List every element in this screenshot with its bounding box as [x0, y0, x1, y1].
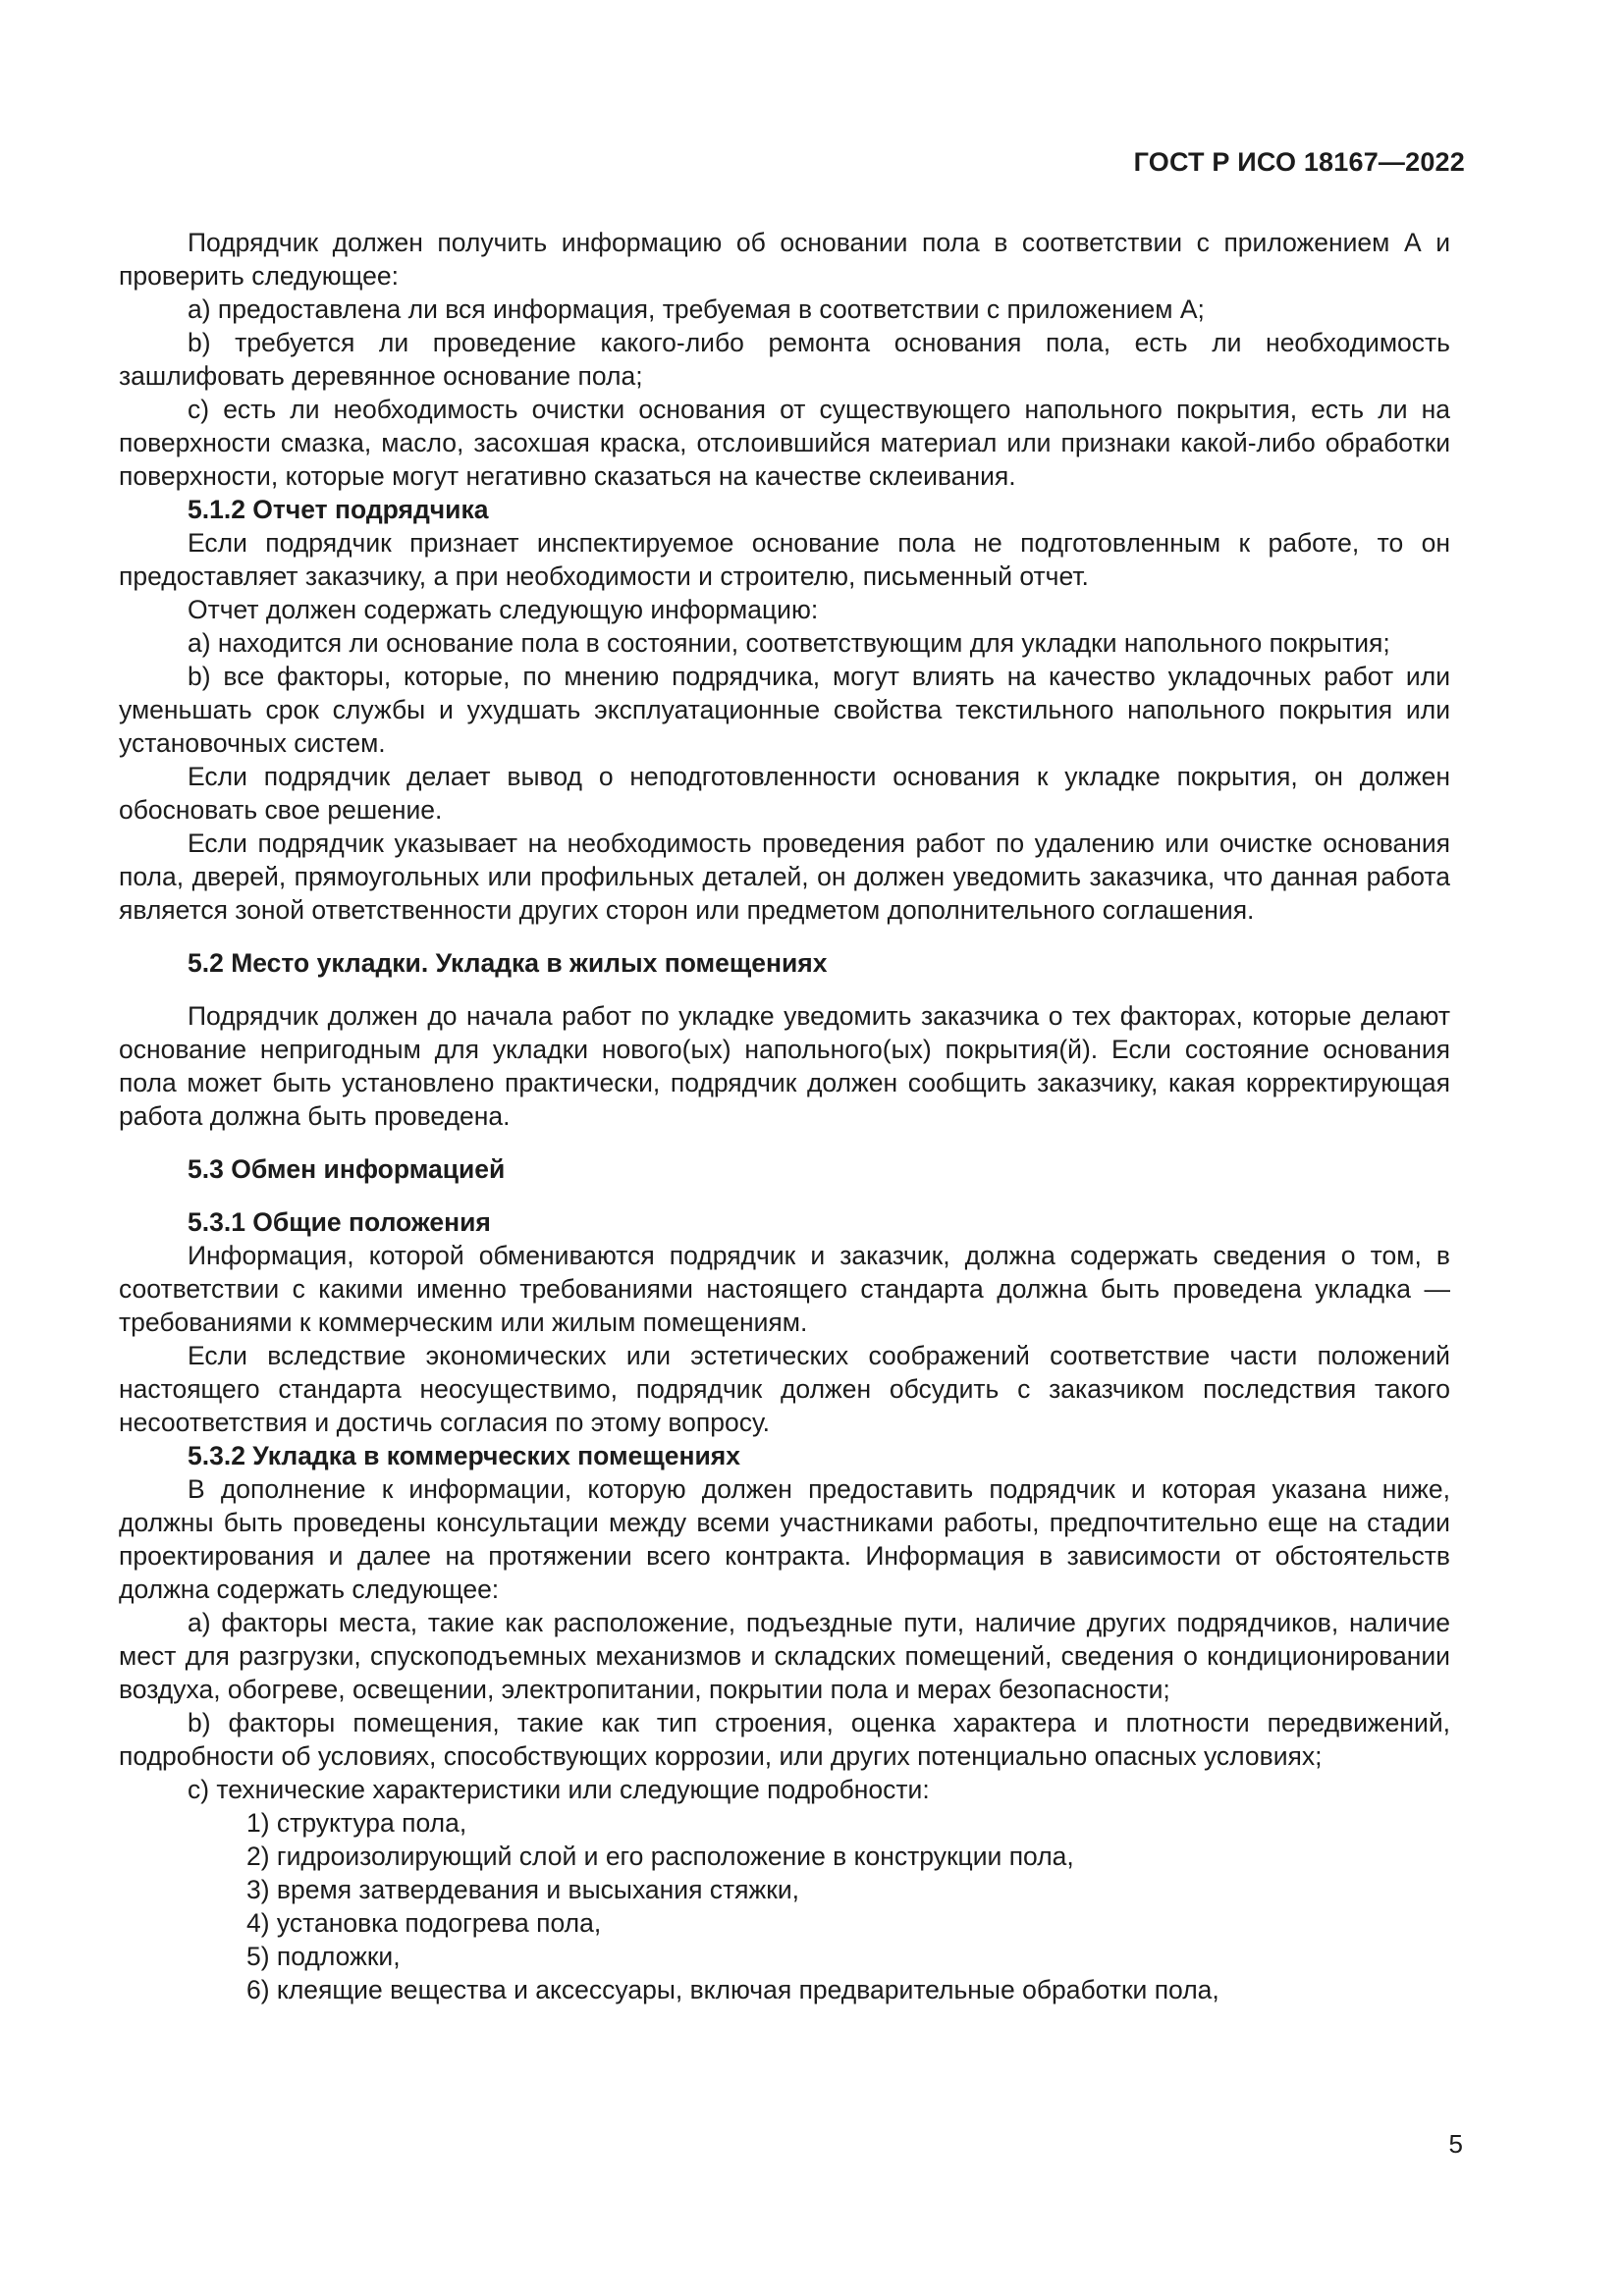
paragraph: Информация, которой обмениваются подрядчик и заказчик, должна содержать сведения о том, в соответствии с какими именно требованиями настоящего стандарта должна быть проведена укладка — требованиями к коммерческим или жилым помещениям.	[119, 1241, 1450, 1337]
section-heading: 5.2 Место укладки. Укладка в жилых помещениях	[188, 948, 828, 978]
list-item: 1) структура пола,	[246, 1808, 467, 1838]
paragraph: Отчет должен содержать следующую информацию:	[188, 595, 819, 624]
list-item: 2) гидроизолирующий слой и его расположение в конструкции пола,	[246, 1842, 1074, 1871]
document-header: ГОСТ Р ИСО 18167—2022	[1133, 147, 1465, 177]
subsection-heading: 5.3.2 Укладка в коммерческих помещениях	[188, 1441, 740, 1470]
paragraph: Если подрядчик указывает на необходимость проведения работ по удалению или очистке основания пола, дверей, прямоугольных или профильных деталей, он должен уведомить заказчика, что данная работа является зоной ответственности других сторон или предметом дополнительного соглашения.	[119, 828, 1450, 925]
paragraph: Подрядчик должен получить информацию об основании пола в соответствии с приложением А и проверить следующее:	[119, 228, 1450, 291]
list-item: 6) клеящие вещества и аксессуары, включая предварительные обработки пола,	[246, 1975, 1219, 2004]
paragraph: b) факторы помещения, такие как тип строения, оценка характера и плотности передвижений, подробности об условиях, способствующих коррозии, или других потенциально опасных условиях;	[119, 1708, 1450, 1771]
paragraph: c) есть ли необходимость очистки основания от существующего напольного покрытия, есть ли на поверхности смазка, масло, засохшая краска, отслоившийся материал или признаки какой-либо обработки поверхности, которые могут негативно сказаться на качестве склеивания.	[119, 395, 1450, 491]
paragraph: Если подрядчик признает инспектируемое основание пола не подготовленным к работе, то он предоставляет заказчику, а при необходимости и строителю, письменный отчет.	[119, 528, 1450, 591]
list-item: 3) время затвердевания и высыхания стяжки,	[246, 1875, 800, 1904]
section-heading: 5.3 Обмен информацией	[188, 1154, 506, 1184]
paragraph: Если вследствие экономических или эстетических соображений соответствие части положений настоящего стандарта неосуществимо, подрядчик должен обсудить с заказчиком последствия такого несоответствия и достичь согласия по этому вопросу.	[119, 1341, 1450, 1437]
list-item: 4) установка подогрева пола,	[246, 1908, 602, 1938]
paragraph: a) факторы места, такие как расположение, подъездные пути, наличие других подрядчиков, наличие мест для разгрузки, спускоподъемных механизмов и складских помещений, сведения о кондиционировании воздуха, обогреве, освещении, электропитании, покрытии пола и мерах безопасности;	[119, 1608, 1450, 1704]
paragraph: Подрядчик должен до начала работ по укладке уведомить заказчика о тех факторах, которые делают основание непригодным для укладки нового(ых) напольного(ых) покрытия(й). Если состояние основания пола может быть установлено практически, подрядчик должен сообщить заказчику, какая корректирующая работа должна быть проведена.	[119, 1001, 1450, 1131]
paragraph: a) находится ли основание пола в состоянии, соответствующим для укладки напольного покрытия;	[188, 628, 1390, 658]
page-number: 5	[1448, 2129, 1463, 2159]
paragraph: b) требуется ли проведение какого-либо ремонта основания пола, есть ли необходимость зашлифовать деревянное основание пола;	[119, 328, 1450, 391]
document-body	[119, 226, 1450, 2006]
paragraph: Если подрядчик делает вывод о неподготовленности основания к укладке покрытия, он должен обосновать свое решение.	[119, 762, 1450, 825]
paragraph: c) технические характеристики или следующие подробности:	[188, 1775, 930, 1804]
subsection-heading: 5.1.2 Отчет подрядчика	[188, 495, 489, 524]
subsection-heading: 5.3.1 Общие положения	[188, 1207, 491, 1237]
paragraph: b) все факторы, которые, по мнению подрядчика, могут влиять на качество укладочных работ или уменьшать срок службы и ухудшать эксплуатационные свойства текстильного напольного покрытия или установочных систем.	[119, 662, 1450, 758]
list-item: 5) подложки,	[246, 1942, 401, 1971]
paragraph: В дополнение к информации, которую должен предоставить подрядчик и которая указана ниже, должны быть проведены консультации между всеми участниками работы, предпочтительно еще на стадии проектирования и далее на протяжении всего контракта. Информация в зависимости от обстоятельств должна содержать следующее:	[119, 1474, 1450, 1604]
paragraph: a) предоставлена ли вся информация, требуемая в соответствии с приложением А;	[188, 294, 1205, 324]
